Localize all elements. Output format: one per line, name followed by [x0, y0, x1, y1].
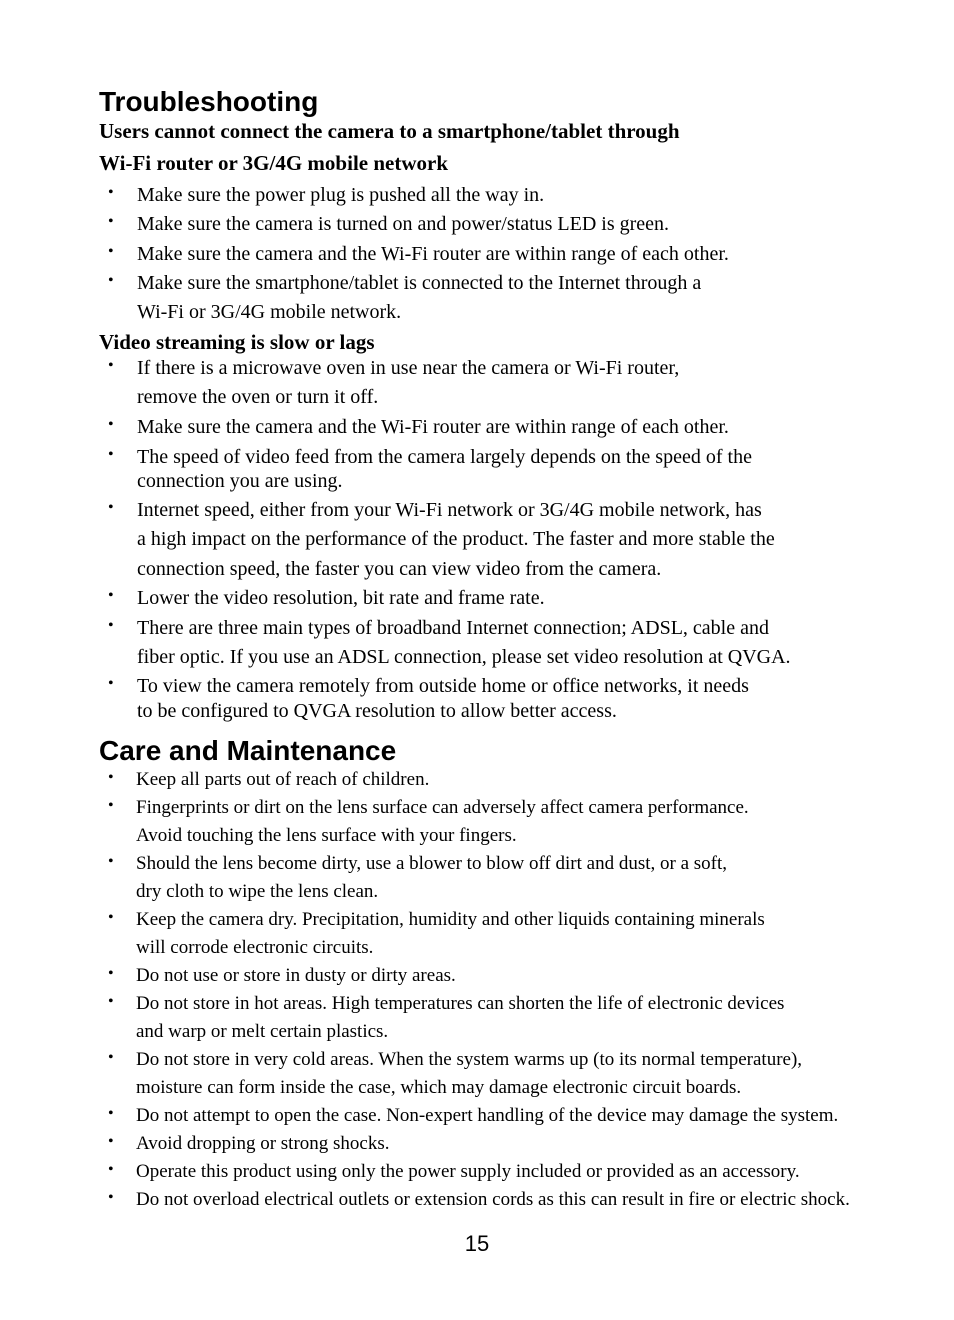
connect-heading-line1: Users cannot connect the camera to a smartphone/tablet through [99, 119, 680, 143]
list-item [108, 993, 908, 1015]
bullet-icon: • [108, 797, 114, 814]
bullet-icon: • [108, 1049, 114, 1066]
list-item-text: to be configured to QVGA resolution to allow better access. [137, 700, 617, 722]
list-item-text: If there is a microwave oven in use near the camera or Wi-Fi router, [137, 357, 680, 379]
list-item-text: There are three main types of broadband Internet connection; ADSL, cable and [137, 617, 769, 639]
list-item [108, 272, 908, 295]
bullet-icon: • [108, 993, 114, 1010]
bullet-icon: • [108, 416, 114, 433]
list-item-text: Lower the video resolution, bit rate and frame rate. [137, 587, 545, 609]
list-item [108, 446, 908, 469]
list-item-continuation [108, 1021, 908, 1043]
list-item [108, 1189, 908, 1211]
list-item-text: Internet speed, either from your Wi-Fi network or 3G/4G mobile network, has [137, 499, 762, 521]
list-item-text: Avoid touching the lens surface with your fingers. [136, 825, 517, 846]
list-item-continuation [108, 470, 908, 493]
bullet-icon: • [108, 1133, 114, 1150]
bullet-icon: • [108, 769, 114, 786]
list-item-continuation [108, 937, 908, 959]
list-item-text: Do not attempt to open the case. Non-expert handling of the device may damage the system. [136, 1105, 839, 1126]
bullet-icon: • [108, 446, 114, 463]
bullet-icon: • [108, 1189, 114, 1206]
list-item-text: Keep all parts out of reach of children. [136, 769, 430, 790]
list-item [108, 617, 908, 640]
list-item [108, 416, 908, 439]
list-item-text: Should the lens become dirty, use a blower to blow off dirt and dust, or a soft, [136, 853, 728, 874]
list-item-continuation [108, 646, 908, 669]
list-item-text: Operate this product using only the power supply included or provided as an accessory. [136, 1161, 800, 1182]
list-item-text: To view the camera remotely from outside home or office networks, it needs [137, 675, 749, 697]
bullet-icon: • [108, 184, 114, 201]
list-item-continuation [108, 700, 908, 723]
list-item-text: connection speed, the faster you can view video from the camera. [137, 558, 662, 580]
care-title: Care and Maintenance [99, 735, 397, 766]
bullet-icon: • [108, 909, 114, 926]
list-item [108, 1049, 908, 1071]
list-item [108, 499, 908, 522]
list-item-continuation [108, 528, 908, 551]
list-item-text: dry cloth to wipe the lens clean. [136, 881, 379, 902]
list-item-text: Make sure the camera is turned on and power/status LED is green. [137, 213, 670, 235]
bullet-icon: • [108, 587, 114, 604]
list-item-text: a high impact on the performance of the product. The faster and more stable the [137, 528, 775, 550]
list-item-text: The speed of video feed from the camera largely depends on the speed of the [137, 446, 752, 468]
bullet-icon: • [108, 1161, 114, 1178]
bullet-icon: • [108, 243, 114, 260]
list-item-text: will corrode electronic circuits. [136, 937, 374, 958]
list-item-text: Fingerprints or dirt on the lens surface can adversely affect camera performance. [136, 797, 749, 818]
list-item-text: Do not store in very cold areas. When the system warms up (to its normal temperature), [136, 1049, 803, 1070]
bullet-icon: • [108, 213, 114, 230]
list-item [108, 357, 908, 380]
troubleshooting-title: Troubleshooting [99, 86, 319, 117]
list-item [108, 1105, 908, 1127]
bullet-icon: • [108, 675, 114, 692]
list-item-continuation [108, 1077, 908, 1099]
bullet-icon: • [108, 853, 114, 870]
bullet-icon: • [108, 965, 114, 982]
list-item-continuation [108, 825, 908, 847]
bullet-icon: • [108, 499, 114, 516]
list-item-text: Make sure the camera and the Wi-Fi router are within range of each other. [137, 243, 729, 265]
bullet-icon: • [108, 357, 114, 374]
list-item-text: remove the oven or turn it off. [137, 386, 379, 408]
list-item-text: Do not use or store in dusty or dirty areas. [136, 965, 456, 986]
list-item-continuation [108, 558, 908, 581]
list-item [108, 587, 908, 610]
list-item [108, 243, 908, 266]
page-number: 15 [464, 1231, 490, 1256]
list-item-continuation [108, 301, 908, 324]
connect-heading-line2: Wi-Fi router or 3G/4G mobile network [99, 151, 449, 175]
list-item-text: and warp or melt certain plastics. [136, 1021, 389, 1042]
bullet-icon: • [108, 1105, 114, 1122]
list-item [108, 213, 908, 236]
streaming-heading: Video streaming is slow or lags [99, 330, 375, 354]
list-item-text: Keep the camera dry. Precipitation, humidity and other liquids containing minerals [136, 909, 765, 930]
bullet-icon: • [108, 617, 114, 634]
list-item-text: Make sure the camera and the Wi-Fi router are within range of each other. [137, 416, 729, 438]
list-item [108, 769, 908, 791]
list-item-text: Wi-Fi or 3G/4G mobile network. [137, 301, 402, 323]
list-item [108, 1133, 908, 1155]
list-item [108, 184, 908, 207]
list-item-text: Do not store in hot areas. High temperatures can shorten the life of electronic devices [136, 993, 785, 1014]
list-item-text: Do not overload electrical outlets or extension cords as this can result in fire or electric shock. [136, 1189, 850, 1210]
list-item-text: moisture can form inside the case, which may damage electronic circuit boards. [136, 1077, 742, 1098]
bullet-icon: • [108, 272, 114, 289]
list-item-continuation [108, 386, 908, 409]
list-item-text: connection you are using. [137, 470, 343, 492]
list-item [108, 797, 908, 819]
list-item-text: Avoid dropping or strong shocks. [136, 1133, 390, 1154]
list-item-text: fiber optic. If you use an ADSL connection, please set video resolution at QVGA. [137, 646, 791, 668]
list-item [108, 1161, 908, 1183]
list-item-text: Make sure the power plug is pushed all the way in. [137, 184, 545, 206]
list-item [108, 853, 908, 875]
list-item [108, 909, 908, 931]
list-item [108, 675, 908, 698]
list-item [108, 965, 908, 987]
list-item-continuation [108, 881, 908, 903]
list-item-text: Make sure the smartphone/tablet is connected to the Internet through a [137, 272, 702, 294]
